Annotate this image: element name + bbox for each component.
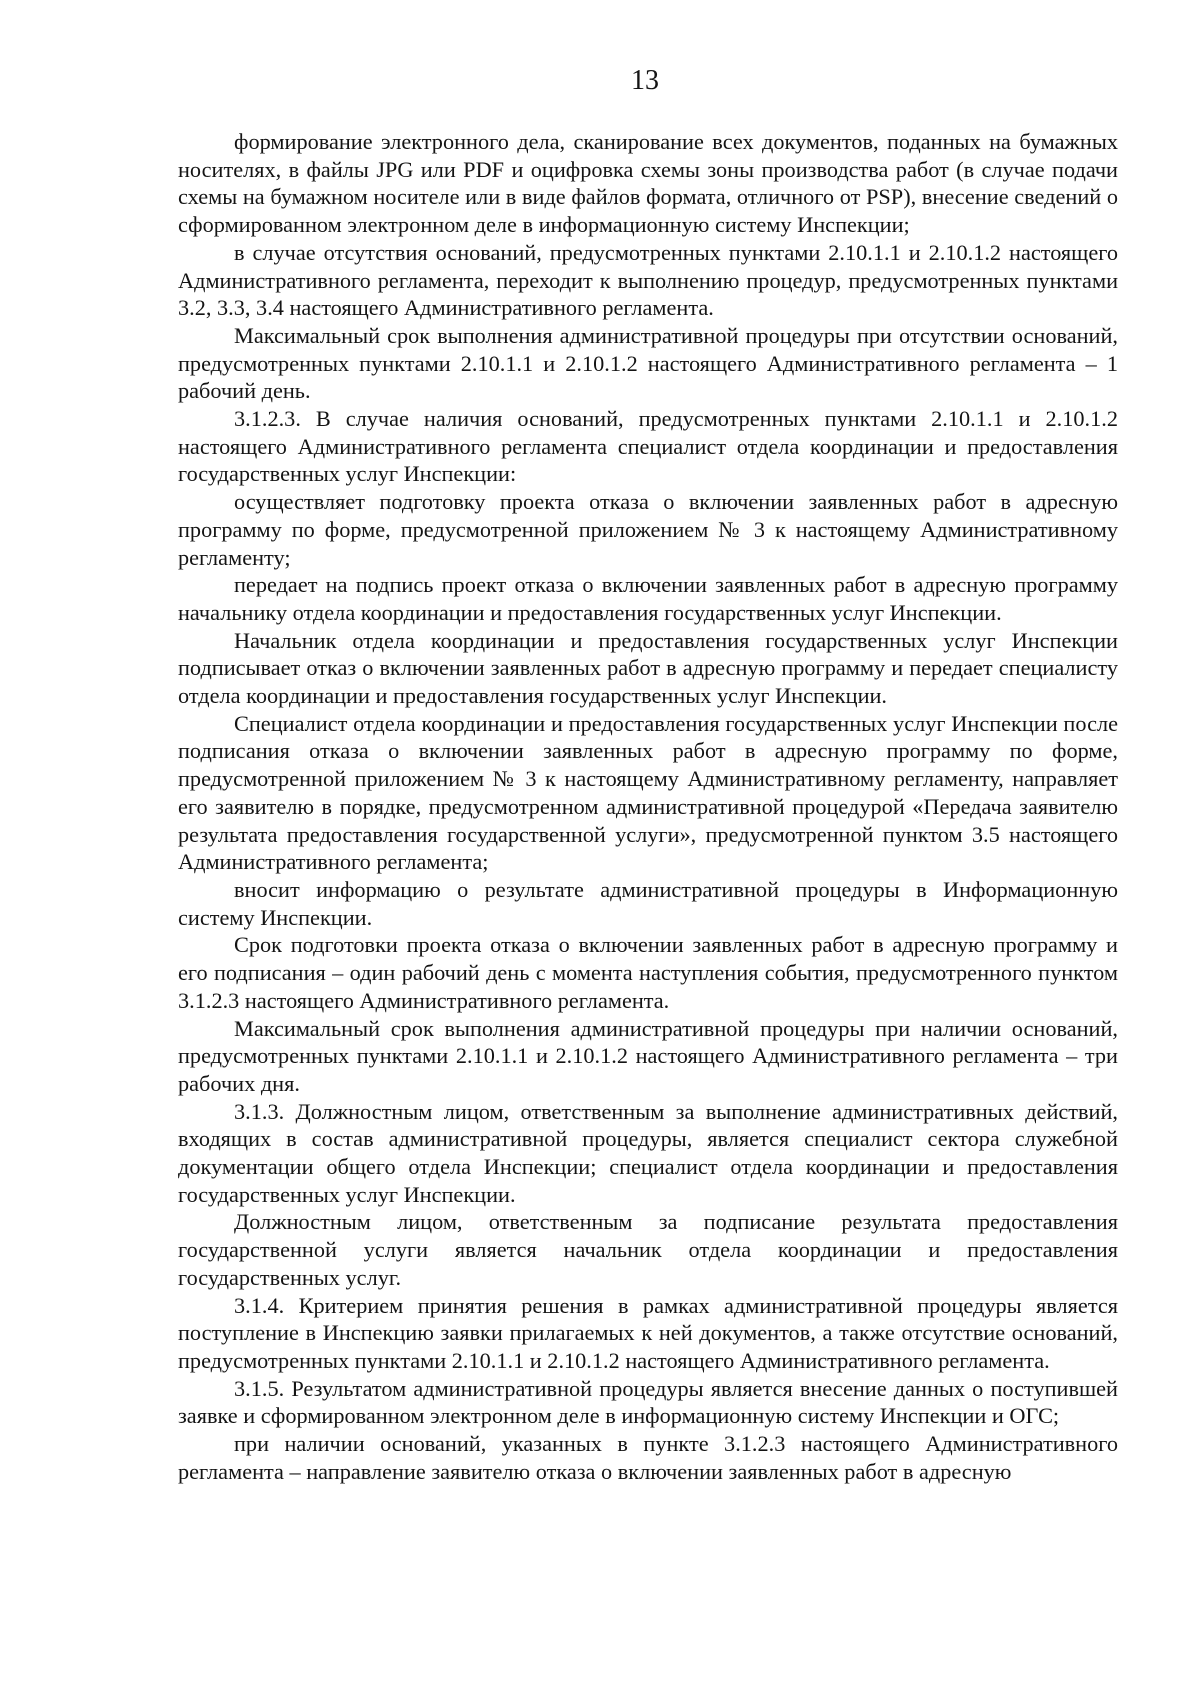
paragraph-prepare-refusal: осуществляет подготовку проекта отказа о включении заявленных работ в адресную программу по форме, предусмотренной приложением № 3 к настоящему Административному регламенту;: [178, 489, 1118, 570]
page-number: 13: [631, 65, 659, 96]
paragraph-refusal-term: Срок подготовки проекта отказа о включении заявленных работ в адресную программу и его подписания – один рабочий день с момента наступления события, предусмотренного пунктом 3.1.2.3 настоящего Административного регламента.: [178, 932, 1118, 1013]
paragraph-refusal-direction: при наличии оснований, указанных в пункте 3.1.2.3 настоящего Административного регламента – направление заявителю отказа о включении заявленных работ в адресную: [178, 1431, 1118, 1484]
paragraph-max-term-no-grounds: Максимальный срок выполнения административной процедуры при отсутствии оснований, предусмотренных пунктами 2.10.1.1 и 2.10.1.2 настоящего Административного регламента – 1 рабочий день.: [178, 322, 1118, 404]
paragraph-section-3-1-5: 3.1.5. Результатом административной процедуры является внесение данных о поступившей заявке и сформированном электронном деле в информационную систему Инспекции и ОГС;: [178, 1375, 1118, 1429]
paragraph-section-3-1-2-3: 3.1.2.3. В случае наличия оснований, предусмотренных пунктами 2.10.1.1 и 2.10.1.2 настоящего Административного регламента специалист отдела координации и предоставления государственных услуг Инспекции:: [178, 406, 1118, 487]
paragraph-section-3-1-4: 3.1.4. Критерием принятия решения в рамках административной процедуры является поступление в Инспекцию заявки прилагаемых к ней документов, а также отсутствие оснований, предусмотренных пунктами 2.10.1.1 и 2.10.1.2 настоящего Административного регламента.: [178, 1292, 1118, 1373]
paragraph-electronic-case: формирование электронного дела, сканирование всех документов, поданных на бумажных носителях, в файлы JPG или PDF и оцифровка схемы зоны производства работ (в случае подачи схемы на бумажном носителе или в виде файлов формата, отличного от PSP), внесение сведений о сформированном электронном деле в информационную систему Инспекции;: [178, 129, 1118, 238]
paragraph-head-signs-refusal: Начальник отдела координации и предоставления государственных услуг Инспекции подписывает отказ о включении заявленных работ в адресную программу и передает специалисту отдела координации и предоставления государственных услуг Инспекции.: [178, 627, 1118, 709]
paragraph-no-grounds-procedures: в случае отсутствия оснований, предусмотренных пунктами 2.10.1.1 и 2.10.1.2 настоящего Административного регламента, переходит к выполнению процедур, предусмотренных пунктами 3.2, 3.3, 3.4 настоящего Административного регламента.: [178, 239, 1118, 321]
paragraph-max-term-with-grounds: Максимальный срок выполнения административной процедуры при наличии оснований, предусмотренных пунктами 2.10.1.1 и 2.10.1.2 настоящего Административного регламента – три рабочих дня.: [178, 1015, 1118, 1096]
paragraph-enter-information: вносит информацию о результате административной процедуры в Информационную систему Инспекции.: [178, 876, 1118, 930]
paragraph-specialist-sends-refusal: Специалист отдела координации и предоставления государственных услуг Инспекции после подписания отказа о включении заявленных работ в адресную программу по форме, предусмотренной приложением № 3 к настоящему Административному регламенту, направляет его заявителю в порядке, предусмотренном административной процедурой «Передача заявителю результата предоставления государственной услуги», предусмотренной пунктом 3.5 настоящего Административного регламента;: [178, 710, 1118, 875]
paragraph-signing-official: Должностным лицом, ответственным за подписание результата предоставления государственной услуги является начальник отдела координации и предоставления государственных услуг.: [178, 1209, 1118, 1290]
paragraph-section-3-1-3: 3.1.3. Должностным лицом, ответственным за выполнение административных действий, входящих в состав административной процедуры, является специалист сектора служебной документации общего отдела Инспекции; специалист отдела координации и предоставления государственных услуг Инспекции.: [178, 1098, 1118, 1207]
paragraph-submit-for-signature: передает на подпись проект отказа о включении заявленных работ в адресную программу начальнику отдела координации и предоставления государственных услуг Инспекции.: [178, 572, 1118, 625]
document-body: [178, 128, 1118, 1485]
